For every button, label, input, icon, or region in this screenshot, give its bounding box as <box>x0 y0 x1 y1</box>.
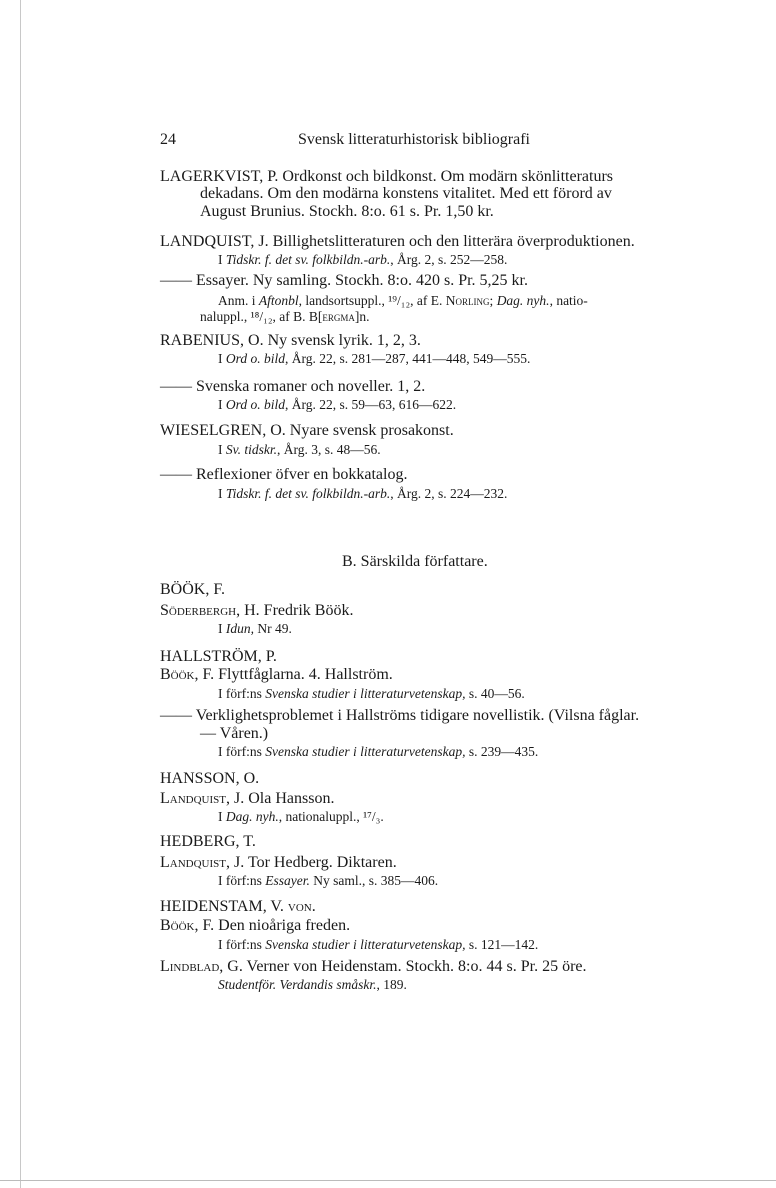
text-segment: Lindblad <box>160 958 220 975</box>
text-segment: , Årg. 2, s. 224—232. <box>390 486 508 501</box>
text-segment: I <box>218 351 226 366</box>
text-segment: Svenska studier i litteraturvetenskap, <box>265 686 466 701</box>
text-segment: Söderbergh <box>160 602 237 619</box>
text-line <box>160 898 316 916</box>
text-segment: , natio- <box>549 293 588 308</box>
text-segment: . <box>311 898 316 915</box>
text-line <box>160 770 259 788</box>
text-line <box>218 977 407 993</box>
text-segment: s. 121—142. <box>465 937 539 952</box>
text-segment: , Årg. 2, s. 252—258. <box>390 252 508 267</box>
text-segment: I förf:ns <box>218 873 266 888</box>
text-segment: HANSSON, O. <box>160 770 260 787</box>
text-segment: , landsortsuppl., ¹⁹/₁₂, af E. <box>298 293 446 308</box>
text-segment: LANDQUIST, J. Billighetslitteraturen och den litterära överproduktionen. <box>160 233 635 250</box>
text-line <box>218 809 384 825</box>
text-line <box>218 621 292 637</box>
text-segment: I <box>218 809 226 824</box>
text-line <box>160 332 421 350</box>
text-line <box>218 686 525 702</box>
text-segment: BÖÖK, F. <box>160 581 225 598</box>
text-segment: , F. Den nioåriga freden. <box>194 917 351 934</box>
text-line <box>298 131 530 149</box>
text-line <box>218 442 381 458</box>
text-segment: dekadans. Om den modärna konstens vitalitet. Med ett förord av <box>200 185 612 202</box>
text-segment: Böök <box>160 917 195 934</box>
text-line <box>218 397 456 413</box>
text-line <box>160 833 256 851</box>
text-segment: , Årg. 3, s. 48—56. <box>277 442 381 457</box>
text-segment: HEDBERG, T. <box>160 833 256 850</box>
text-line <box>160 790 334 808</box>
text-segment: HEIDENSTAM, V. <box>160 898 288 915</box>
page-edge-line <box>20 0 21 1188</box>
text-line <box>160 272 528 290</box>
text-line <box>160 854 397 872</box>
text-line <box>218 486 507 502</box>
text-line <box>160 602 353 620</box>
text-segment: Studentför. Verdandis småskr. <box>218 977 377 992</box>
text-line <box>160 917 350 935</box>
text-segment: — Våren.) <box>200 725 269 742</box>
page-bottom-edge <box>0 1180 776 1181</box>
text-line <box>342 553 488 571</box>
text-segment: , G. Verner von Heidenstam. Stockh. 8:o. 44 s. Pr. 25 öre. <box>219 958 587 975</box>
text-segment: RABENIUS, O. Ny svensk lyrik. 1, 2, 3. <box>160 332 421 349</box>
text-segment: Svenska studier i litteraturvetenskap, <box>265 937 466 952</box>
text-segment: I förf:ns <box>218 937 266 952</box>
text-segment: Dag. nyh. <box>225 809 279 824</box>
text-segment: , H. Fredrik Böök. <box>236 602 354 619</box>
text-line <box>160 168 613 186</box>
text-segment: , J. Ola Hansson. <box>226 790 335 807</box>
text-segment: —— Reflexioner öfver en bokkatalog. <box>160 466 408 483</box>
text-segment: Ord o. bild <box>225 397 286 412</box>
text-segment: I förf:ns <box>218 744 266 759</box>
text-segment: I <box>218 397 226 412</box>
text-segment: Landquist <box>160 790 226 807</box>
text-segment: , 189. <box>376 977 407 992</box>
text-segment: Tidskr. f. det sv. folkbildn.-arb. <box>225 252 391 267</box>
text-segment: Svenska studier i litteraturvetenskap, <box>265 744 466 759</box>
text-segment: Svensk litteraturhistorisk bibliografi <box>298 131 530 148</box>
text-segment: , Årg. 22, s. 281—287, 441—448, 549—555. <box>285 351 531 366</box>
text-segment: 24 <box>160 131 176 148</box>
text-line <box>200 203 494 221</box>
text-segment: Sv. tidskr. <box>225 442 277 457</box>
text-segment: Böök <box>160 666 195 683</box>
text-segment: Tidskr. f. det sv. folkbildn.-arb. <box>225 486 391 501</box>
text-segment: , F. Flyttfåglarna. 4. Hallström. <box>194 666 393 683</box>
text-line <box>218 744 538 760</box>
text-segment: ]n. <box>354 309 370 324</box>
text-segment: , Årg. 22, s. 59—63, 616—622. <box>285 397 457 412</box>
text-line <box>218 873 438 889</box>
text-segment: , J. Tor Hedberg. Diktaren. <box>226 854 397 871</box>
text-segment: von <box>287 898 312 915</box>
text-segment: Nr 49. <box>254 621 292 636</box>
text-segment: I förf:ns <box>218 686 266 701</box>
text-segment: Landquist <box>160 854 226 871</box>
text-segment: I <box>218 442 226 457</box>
text-line <box>218 293 588 309</box>
text-segment: s. 239—435. <box>465 744 539 759</box>
text-line <box>160 378 425 396</box>
text-segment: ; <box>489 293 497 308</box>
text-line <box>160 666 393 684</box>
text-line <box>160 958 587 976</box>
text-segment: Norling <box>445 293 490 308</box>
text-segment: B. Särskilda författare. <box>342 553 488 570</box>
text-line <box>200 185 612 203</box>
text-segment: WIESELGREN, O. Nyare svensk prosakonst. <box>160 422 454 439</box>
text-segment: Idun, <box>225 621 254 636</box>
text-segment: Ny saml., s. 385—406. <box>309 873 439 888</box>
text-segment: HALLSTRÖM, P. <box>160 648 277 665</box>
text-line <box>160 131 176 149</box>
text-line <box>218 252 507 268</box>
text-line <box>200 309 370 325</box>
text-segment: ergma <box>322 309 355 324</box>
text-line <box>160 707 639 725</box>
text-segment: —— Essayer. Ny samling. Stockh. 8:o. 420 s. Pr. 5,25 kr. <box>160 272 528 289</box>
text-line <box>160 466 407 484</box>
text-line <box>160 648 277 666</box>
text-segment: —— Verklighetsproblemet i Hallströms tidigare novellistik. (Vilsna fåglar. <box>160 707 640 724</box>
text-segment: —— Svenska romaner och noveller. 1, 2. <box>160 378 426 395</box>
text-segment: I <box>218 486 226 501</box>
text-line <box>200 725 268 743</box>
text-line <box>160 233 635 251</box>
text-segment: Dag. nyh. <box>496 293 550 308</box>
text-segment: LAGERKVIST, P. Ordkonst och bildkonst. Om modärn skönlitteraturs <box>160 168 614 185</box>
text-line <box>218 351 530 367</box>
text-line <box>218 937 538 953</box>
text-segment: Aftonbl <box>258 293 299 308</box>
text-segment: Anm. i <box>218 293 259 308</box>
text-segment: Essayer. <box>265 873 310 888</box>
text-line <box>160 422 454 440</box>
text-segment: Ord o. bild <box>225 351 286 366</box>
text-segment: I <box>218 621 226 636</box>
text-segment: , nationaluppl., ¹⁷/₃. <box>278 809 384 824</box>
text-segment: August Brunius. Stockh. 8:o. 61 s. Pr. 1,50 kr. <box>200 203 494 220</box>
text-line <box>160 581 225 599</box>
text-segment: s. 40—56. <box>465 686 525 701</box>
text-segment: I <box>218 252 226 267</box>
text-segment: naluppl., ¹⁸/₁₂, af B. B[ <box>200 309 323 324</box>
